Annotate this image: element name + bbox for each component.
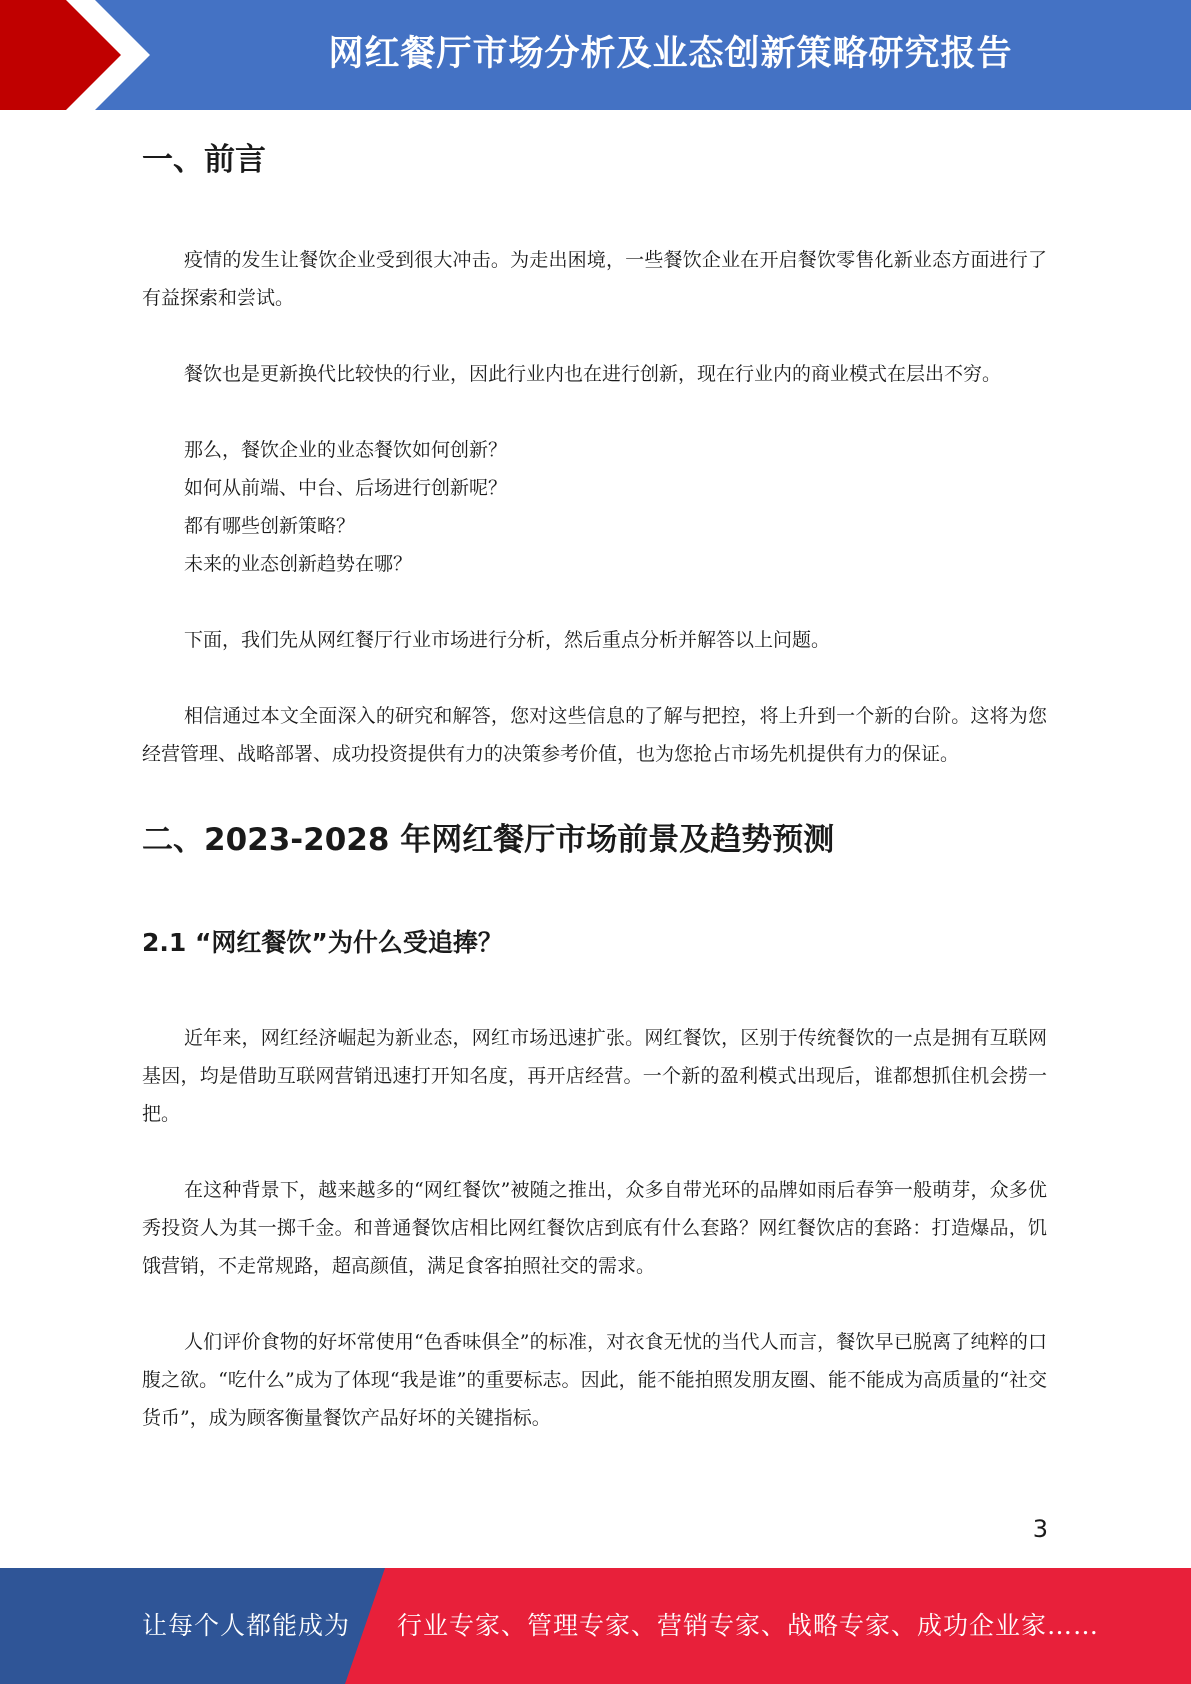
subsection-heading: 2.1 “网红餐饮”为什么受追捧？ <box>142 928 503 957</box>
footer-slogan-right: 行业专家、管理专家、营销专家、战略专家、成功企业家…… <box>397 1611 1100 1640</box>
paragraph: 相信通过本文全面深入的研究和解答，您对这些信息的了解与把控，将上升到一个新的台阶。这将为您经营管理、战略部署、成功投资提供有力的决策参考价值，也为您抢占市场先机提供有力的保证。 <box>142 705 1047 765</box>
paragraph: 近年来，网红经济崛起为新业态，网红市场迅速扩张。网红餐饮，区别于传统餐饮的一点是拥有互联网基因，均是借助互联网营销迅速打开知名度，再开店经营。一个新的盈利模式出现后，谁都想抓住机会捞一把。 <box>142 1027 1047 1125</box>
question-item: 那么，餐饮企业的业态餐饮如何创新？ <box>184 439 508 461</box>
page-footer <box>0 1568 1191 1684</box>
paragraph: 在这种背景下，越来越多的“网红餐饮”被随之推出，众多自带光环的品牌如雨后春笋一般萌芽，众多优秀投资人为其一掷千金。和普通餐饮店相比网红餐饮店到底有什么套路？网红餐饮店的套路：打造爆品，饥饿营销，不走常规路，超高颜值，满足食客拍照社交的需求。 <box>142 1179 1047 1277</box>
section-heading-forecast: 二、2023-2028 年网红餐厅市场前景及趋势预测 <box>142 822 835 858</box>
section-heading-preface: 一、前言 <box>142 142 266 178</box>
main-content <box>142 135 1047 1437</box>
question-item: 如何从前端、中台、后场进行创新呢？ <box>184 477 508 499</box>
paragraph: 下面，我们先从网红餐厅行业市场进行分析，然后重点分析并解答以上问题。 <box>184 629 831 651</box>
paragraph: 人们评价食物的好坏常使用“色香味俱全”的标准，对衣食无忧的当代人而言，餐饮早已脱离了纯粹的口腹之欲。“吃什么”成为了体现“我是谁”的重要标志。因此，能不能拍照发朋友圈、能不能成为高质量的“社交货币”，成为顾客衡量餐饮产品好坏的关键指标。 <box>142 1331 1047 1429</box>
paragraph: 疫情的发生让餐饮企业受到很大冲击。为走出困境，一些餐饮企业在开启餐饮零售化新业态方面进行了有益探索和尝试。 <box>142 249 1047 309</box>
question-item: 未来的业态创新趋势在哪？ <box>184 553 413 575</box>
footer-slogan-left: 让每个人都能成为 <box>142 1611 351 1640</box>
paragraph: 餐饮也是更新换代比较快的行业，因此行业内也在进行创新，现在行业内的商业模式在层出不穷。 <box>184 363 1002 385</box>
page-number: 3 <box>1032 1515 1048 1543</box>
page-header <box>0 0 1191 110</box>
chevron-arrow-icon <box>0 0 170 110</box>
report-title: 网红餐厅市场分析及业态创新策略研究报告 <box>328 34 1013 74</box>
question-item: 都有哪些创新策略？ <box>184 515 356 537</box>
